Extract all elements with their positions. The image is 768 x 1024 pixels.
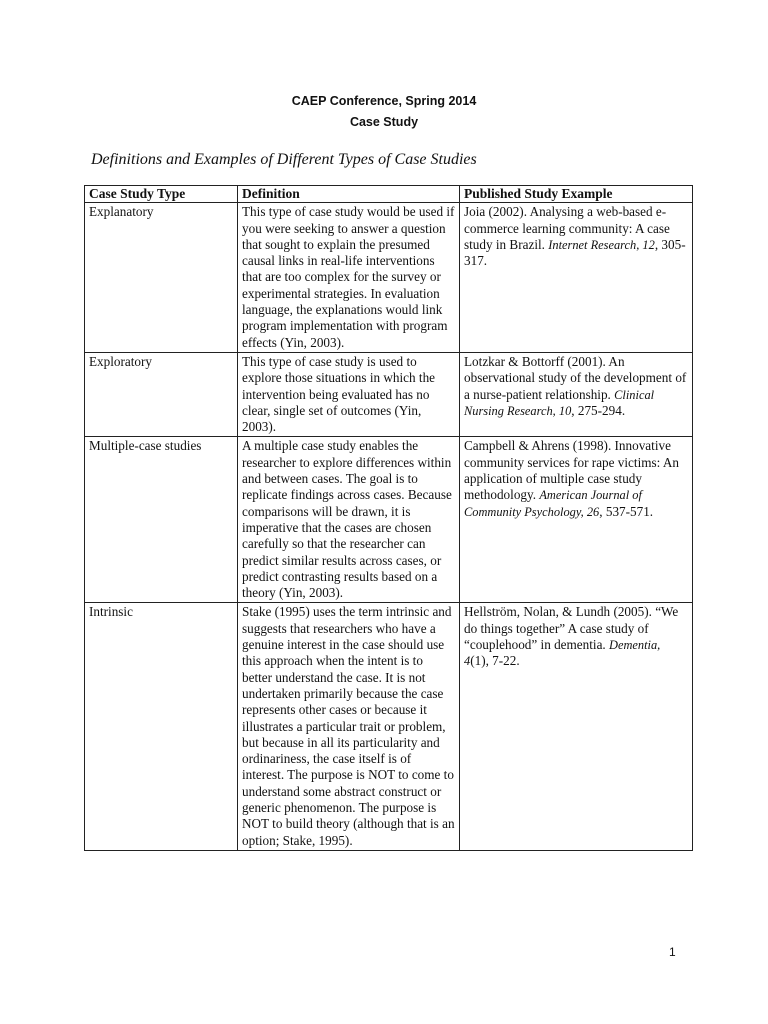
example-cell	[460, 437, 693, 603]
definition-cell: This type of case study would be used if you were seeking to answer a question that sought to explain the presumed causal links in real-life interventions that are too complex for the survey or experimental strategies. In evaluation language, the explanations would link program implementation with program effects (Yin, 2003).	[238, 203, 460, 353]
document-title: Case Study	[349, 115, 419, 129]
example-journal: American Journal of Community Psychology, 26	[464, 488, 642, 519]
table-row	[85, 352, 693, 436]
case-type-cell: Intrinsic	[85, 603, 238, 850]
case-type-cell: Multiple-case studies	[85, 437, 238, 603]
definition-cell: Stake (1995) uses the term intrinsic and suggests that researchers who have a genuine interest in the case should use this approach when the intent is to better understand the case. It is not undertaken primarily because the case represents other cases or because it illustrates a particular trait or problem, but because in all its particularity and ordinariness, the case itself is of interest. The purpose is NOT to come to understand some abstract construct or generic phenomenon. The purpose is NOT to build theory (although that is an option; Stake, 1995).	[238, 603, 460, 850]
example-journal: Dementia, 4	[464, 638, 661, 669]
definition-cell: This type of case study is used to explore those situations in which the intervention being evaluated has no clear, single set of outcomes (Yin, 2003).	[238, 352, 460, 436]
case-type-cell: Exploratory	[85, 352, 238, 436]
definition-cell: A multiple case study enables the researcher to explore differences within and between cases. The goal is to replicate findings across cases. Because comparisons will be drawn, it is imperative that the cases are chosen carefully so that the researcher can predict similar results across cases, or predict contrasting results based on a theory (Yin, 2003).	[238, 437, 460, 603]
example-journal: Clinical Nursing Research, 10	[464, 387, 655, 418]
column-header-type: Case Study Type	[85, 186, 238, 203]
example-cell	[460, 352, 693, 436]
example-citation: Hellström, Nolan, & Lundh (2005). “We do things together” A case study of “couplehood” in dementia.	[464, 604, 679, 653]
column-header-example: Published Study Example	[460, 186, 693, 203]
page-number: 1	[669, 945, 676, 959]
example-citation: Joia (2002). Analysing a web-based e-commerce learning community: A case study in Brazil.	[464, 204, 670, 252]
example-pages: , 305-317.	[464, 236, 686, 269]
example-journal: Internet Research, 12	[548, 237, 655, 252]
table-caption: Definitions and Examples of Different Types of Case Studies	[91, 151, 477, 168]
case-type-cell: Explanatory	[85, 203, 238, 353]
example-citation: Lotzkar & Bottorff (2001). An observational study of the development of a nurse-patient relationship.	[464, 353, 687, 402]
table-row	[85, 437, 693, 603]
conference-title: CAEP Conference, Spring 2014	[291, 94, 477, 108]
table-header-row	[85, 186, 693, 203]
example-pages: (1), 7-22.	[470, 653, 520, 669]
table-row	[85, 203, 693, 353]
example-cell	[460, 603, 693, 850]
example-cell	[460, 203, 693, 353]
example-pages: , 537-571.	[599, 503, 654, 519]
case-study-table	[84, 185, 693, 851]
example-pages: , 275-294.	[571, 402, 626, 418]
example-citation: Campbell & Ahrens (1998). Innovative community services for rape victims: An application of multiple case study methodology.	[464, 438, 679, 503]
table-row	[85, 603, 693, 850]
column-header-definition: Definition	[238, 186, 460, 203]
